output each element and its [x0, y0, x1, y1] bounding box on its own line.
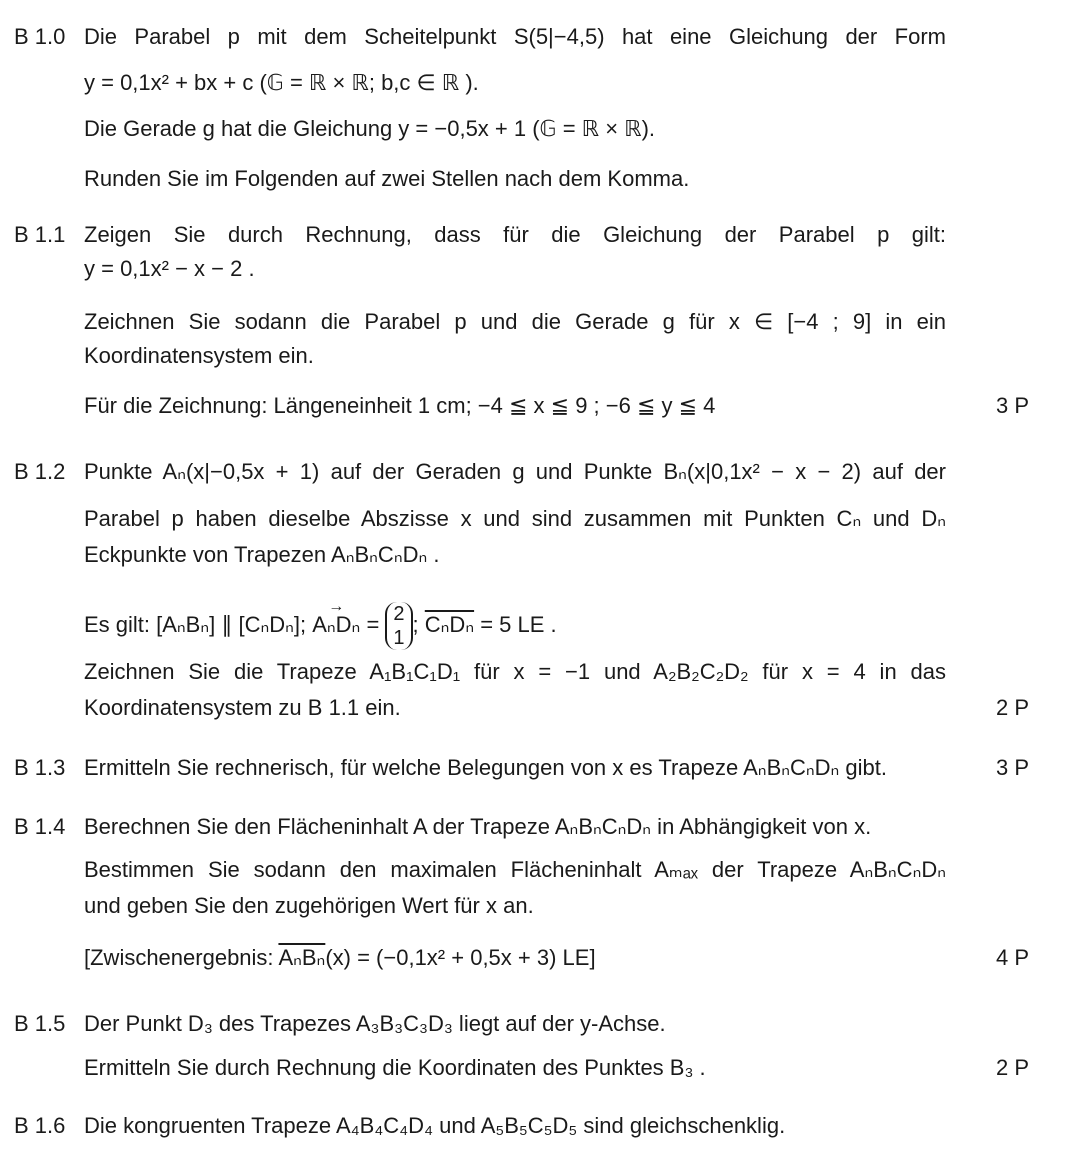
b1-1-points: 3 P: [995, 393, 1029, 418]
b1-4-line-1: Berechnen Sie den Flächeninhalt A der Trapeze AₙBₙCₙDₙ in Abhängigkeit von x.: [84, 814, 872, 839]
b1-1-line-3: Zeichnen Sie sodann die Parabel p und die Gerade g für x ∈ [−4 ; 9] in ein: [84, 309, 946, 334]
b1-5-line-1: Der Punkt D₃ des Trapezes A₃B₃C₃D₃ liegt auf der y-Achse.: [84, 1011, 666, 1036]
b1-0-line-3: Die Gerade g hat die Gleichung y = −0,5x + 1 (𝔾 = ℝ × ℝ).: [84, 116, 656, 141]
vector-ad: → AₙDₙ: [312, 612, 360, 638]
b1-4-line-3: und geben Sie den zugehörigen Wert für x an.: [84, 893, 534, 918]
label-b1-3: B 1.3: [14, 755, 66, 780]
b1-1-line-1: Zeigen Sie durch Rechnung, dass für die Gleichung der Parabel p gilt:: [84, 222, 946, 247]
b1-4-line-4: [84, 945, 596, 971]
b1-2-semicolon: ;: [412, 611, 419, 637]
b1-1-line-2: y = 0,1x² − x − 2 .: [84, 256, 255, 281]
b1-6-line-1: Die kongruenten Trapeze A₄B₄C₄D₄ und A₅B₅C₅D₅ sind gleichschenklig.: [84, 1113, 786, 1138]
b1-5-points: 2 P: [995, 1055, 1029, 1080]
segment-ab: AₙBₙ: [278, 945, 326, 970]
b1-2-points: 2 P: [995, 695, 1029, 720]
b1-2-equals: =: [360, 611, 386, 637]
b1-4-line-2: Bestimmen Sie sodann den maximalen Flächeninhalt Aₘₐₓ der Trapeze AₙBₙCₙDₙ: [84, 857, 946, 882]
b1-0-line-4: Runden Sie im Folgenden auf zwei Stellen nach dem Komma.: [84, 166, 690, 191]
b1-3-line-1: Ermitteln Sie rechnerisch, für welche Belegungen von x es Trapeze AₙBₙCₙDₙ gibt.: [84, 755, 888, 780]
label-b1-0: B 1.0: [14, 24, 66, 49]
label-b1-4: B 1.4: [14, 814, 66, 839]
b1-2-line-2: Parabel p haben dieselbe Abszisse x und sind zusammen mit Punkten Cₙ und Dₙ: [84, 506, 946, 531]
column-vector: [385, 602, 412, 650]
b1-2-line-3: Eckpunkte von Trapezen AₙBₙCₙDₙ .: [84, 542, 440, 567]
b1-0-line-2: y = 0,1x² + bx + c (𝔾 = ℝ × ℝ; b,c ∈ ℝ ).: [84, 70, 479, 95]
b1-2-line-4: [84, 602, 557, 650]
intermediate-result-label: [Zwischenergebnis:: [84, 945, 279, 970]
label-b1-6: B 1.6: [14, 1113, 66, 1138]
b1-2-line-6: Koordinatensystem zu B 1.1 ein.: [84, 695, 401, 720]
b1-0-line-1: Die Parabel p mit dem Scheitelpunkt S(5|−4,5) hat eine Gleichung der Form: [84, 24, 946, 49]
b1-3-points: 3 P: [995, 755, 1029, 780]
b1-1-line-5: Für die Zeichnung: Längeneinheit 1 cm; −4 ≦ x ≦ 9 ; −6 ≦ y ≦ 4: [84, 393, 716, 418]
b1-2-line-1: Punkte Aₙ(x|−0,5x + 1) auf der Geraden g und Punkte Bₙ(x|0,1x² − x − 2) auf der: [84, 459, 946, 484]
vector-x: 2: [393, 603, 405, 625]
label-b1-1: B 1.1: [14, 222, 66, 247]
b1-1-line-4: Koordinatensystem ein.: [84, 343, 314, 368]
vector-y: 1: [393, 627, 405, 649]
b1-2-condition-parallel: Es gilt: [AₙBₙ] ∥ [CₙDₙ];: [84, 611, 307, 637]
b1-2-line-5: Zeichnen Sie die Trapeze A₁B₁C₁D₁ für x = −1 und A₂B₂C₂D₂ für x = 4 in das: [84, 659, 946, 684]
label-b1-2: B 1.2: [14, 459, 66, 484]
b1-5-line-2: Ermitteln Sie durch Rechnung die Koordinaten des Punktes B₃ .: [84, 1055, 706, 1080]
b1-2-length: = 5 LE .: [474, 611, 557, 637]
label-b1-5: B 1.5: [14, 1011, 66, 1036]
b1-4-points: 4 P: [995, 945, 1029, 970]
segment-cd: CₙDₙ: [424, 611, 475, 637]
intermediate-result-formula: (x) = (−0,1x² + 0,5x + 3) LE]: [325, 945, 596, 970]
